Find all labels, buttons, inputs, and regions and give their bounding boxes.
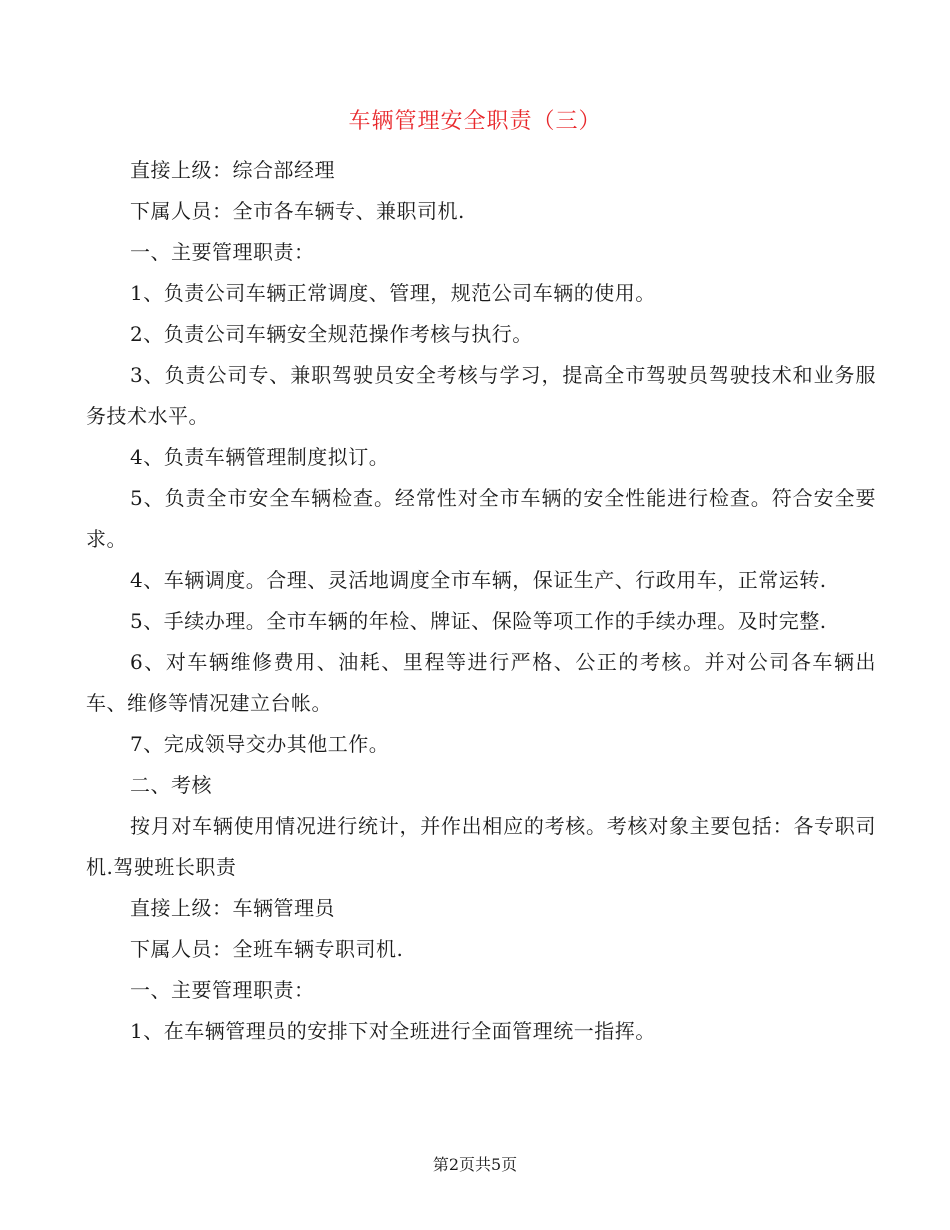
duty-item: 2、负责公司车辆安全规范操作考核与执行。 bbox=[130, 322, 533, 346]
duty-item: 7、完成领导交办其他工作。 bbox=[130, 732, 390, 756]
document-title: 车辆管理安全职责（三） bbox=[348, 109, 602, 134]
paragraph-supervisor: 直接上级：车辆管理员 bbox=[130, 896, 335, 920]
page-number-footer: 第2页共5页 bbox=[432, 1155, 518, 1174]
duty-item: 5、手续办理。全市车辆的年检、牌证、保险等项工作的手续办理。及时完整. bbox=[130, 609, 827, 633]
duty-item: 6、对车辆维修费用、油耗、里程等进行严格、公正的考核。并对公司各车辆出车、维修等情况建立台帐。 bbox=[86, 650, 876, 715]
duty-item: 5、负责全市安全车辆检查。经常性对全市车辆的安全性能进行检查。符合安全要求。 bbox=[86, 486, 876, 551]
section-heading-assessment: 二、考核 bbox=[130, 773, 212, 797]
paragraph-subordinates: 下属人员：全班车辆专职司机. bbox=[130, 937, 404, 961]
duty-item: 1、在车辆管理员的安排下对全班进行全面管理统一指挥。 bbox=[130, 1019, 656, 1043]
duty-item: 4、车辆调度。合理、灵活地调度全市车辆，保证生产、行政用车，正常运转. bbox=[130, 568, 827, 592]
section-heading-duties: 一、主要管理职责： bbox=[130, 978, 315, 1002]
duty-item: 4、负责车辆管理制度拟订。 bbox=[130, 445, 390, 469]
duty-item: 3、负责公司专、兼职驾驶员安全考核与学习，提高全市驾驶员驾驶技术和业务服务技术水平。 bbox=[86, 363, 876, 428]
paragraph-supervisor: 直接上级：综合部经理 bbox=[130, 158, 335, 182]
document-body bbox=[86, 150, 876, 1052]
paragraph-subordinates: 下属人员：全市各车辆专、兼职司机. bbox=[130, 199, 465, 223]
duty-item: 1、负责公司车辆正常调度、管理，规范公司车辆的使用。 bbox=[130, 281, 656, 305]
assessment-paragraph: 按月对车辆使用情况进行统计，并作出相应的考核。考核对象主要包括：各专职司机.驾驶班长职责 bbox=[86, 814, 876, 879]
section-heading-duties: 一、主要管理职责： bbox=[130, 240, 315, 264]
